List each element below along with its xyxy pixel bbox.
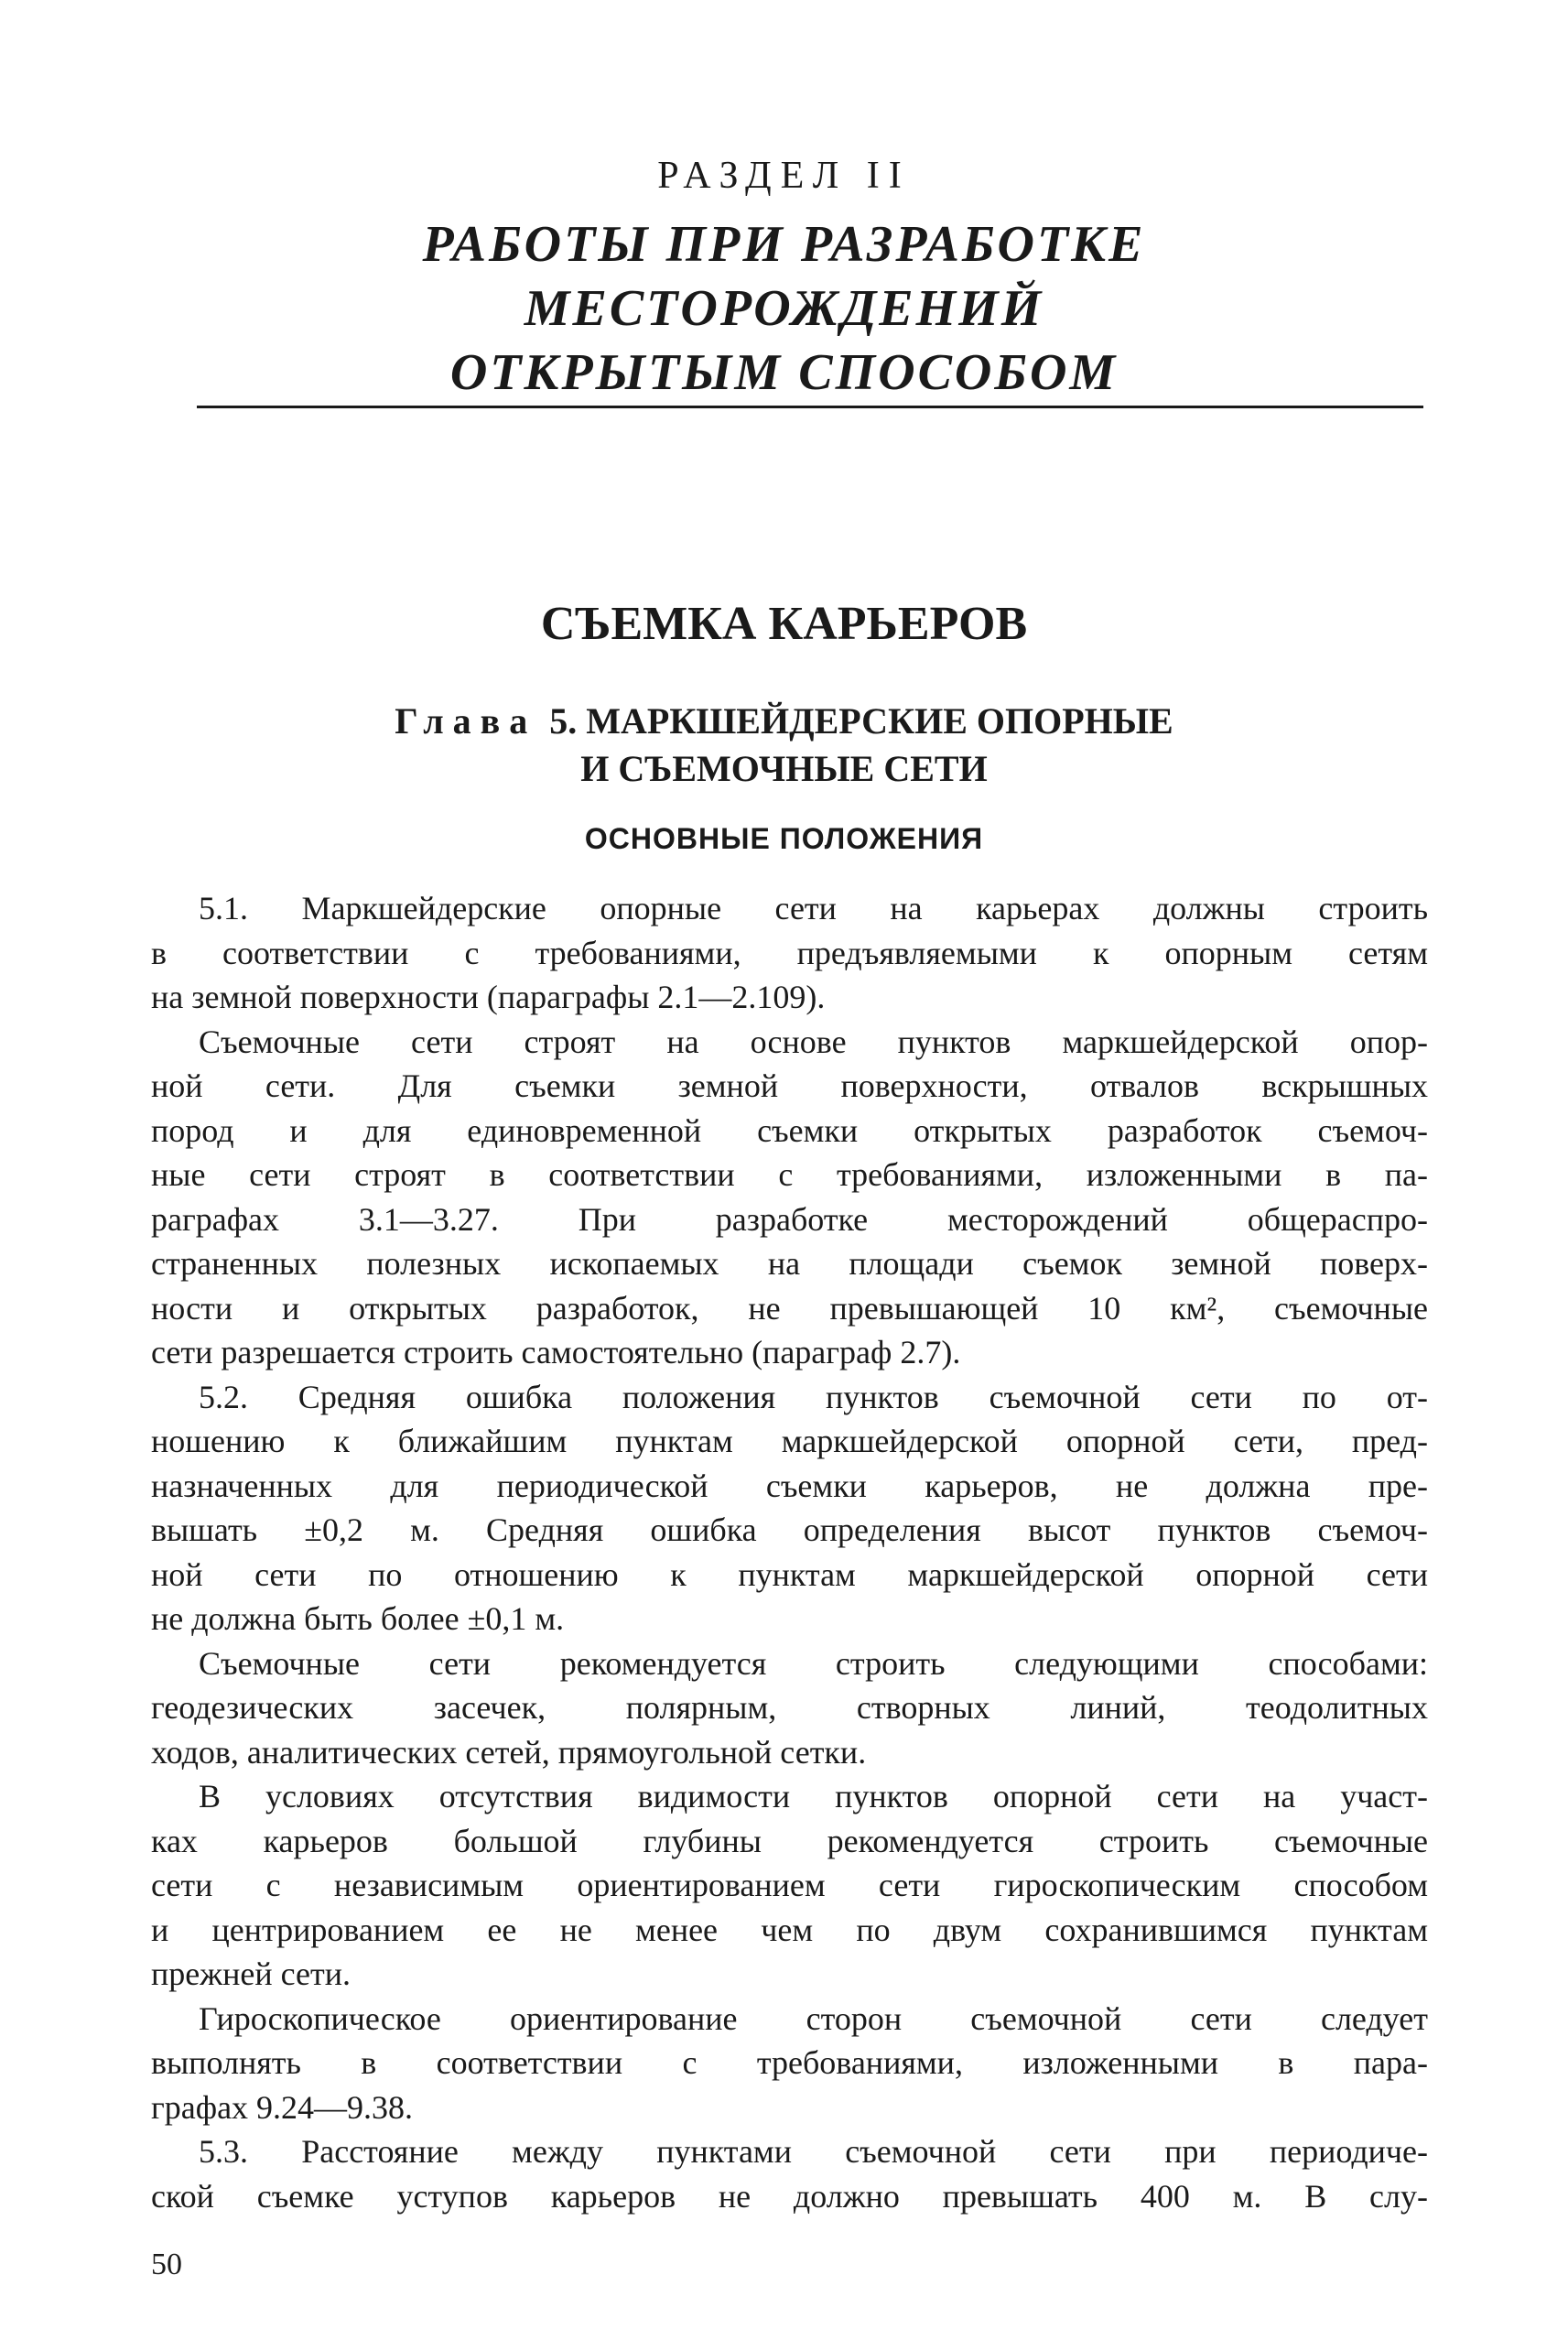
body-line: геодезических засечек, полярным, створных линий, теодолитных	[151, 1689, 1428, 1726]
body-line: ках карьеров большой глубины рекомендуется строить съемочные	[151, 1822, 1428, 1859]
body-line: сети разрешается строить самостоятельно (параграф 2.7).	[151, 1334, 961, 1370]
section-label: РАЗДЕЛ II	[657, 155, 911, 197]
body-line: Съемочные сети строят на основе пунктов маркшейдерской опор-	[199, 1023, 1428, 1060]
body-line: 5.3. Расстояние между пунктами съемочной сети при периодиче-	[199, 2133, 1428, 2170]
body-line: и центрированием ее не менее чем по двум сохранившимся пунктам	[151, 1911, 1428, 1948]
chapter-title-line-1: 5. МАРКШЕЙДЕРСКИЕ ОПОРНЫЕ	[549, 700, 1173, 742]
body-line: ной сети. Для съемки земной поверхности, отвалов вскрышных	[151, 1067, 1428, 1104]
subheading: ОСНОВНЫЕ ПОЛОЖЕНИЯ	[584, 822, 984, 855]
page-number: 50	[151, 2248, 182, 2281]
body-line: раграфах 3.1—3.27. При разработке месторождений общераспро-	[151, 1200, 1428, 1238]
chapter-heading	[0, 698, 1568, 793]
body-line: в соответствии с требованиями, предъявляемыми к опорным сетям	[151, 934, 1428, 971]
body-line: ходов, аналитических сетей, прямоугольной сетки.	[151, 1733, 867, 1771]
section-title-line-3: ОТКРЫТЫМ СПОСОБОМ	[449, 344, 1119, 401]
body-line: ные сети строят в соответствии с требованиями, изложенными в па-	[151, 1156, 1428, 1193]
body-line: ской съемке уступов карьеров не должно превышать 400 м. В слу-	[151, 2177, 1428, 2215]
section-title	[0, 212, 1568, 405]
body-line: графах 9.24—9.38.	[151, 2088, 414, 2126]
body-line: пород и для единовременной съемки открытых разработок съемоч-	[151, 1111, 1428, 1149]
body-line: вышать ±0,2 м. Средняя ошибка определения высот пунктов съемоч-	[151, 1511, 1428, 1548]
body-line: назначенных для периодической съемки карьеров, не должна пре-	[151, 1467, 1428, 1504]
horizontal-rule	[197, 406, 1423, 408]
section-title-line-2: МЕСТОРОЖДЕНИЙ	[524, 280, 1044, 337]
body-line: 5.1. Маркшейдерские опорные сети на карьерах должны строить	[199, 890, 1428, 926]
body-line: на земной поверхности (параграфы 2.1—2.109).	[151, 979, 826, 1015]
chapter-heading-line-1	[0, 698, 1568, 745]
body-line: выполнять в соответствии с требованиями, изложенными в пара-	[151, 2044, 1428, 2081]
body-line: не должна быть более ±0,1 м.	[151, 1600, 565, 1637]
body-line: ношению к ближайшим пунктам маркшейдерской опорной сети, пред-	[151, 1423, 1428, 1459]
body-line: ной сети по отношению к пунктам маркшейдерской опорной сети	[151, 1555, 1428, 1593]
body-text	[151, 886, 1428, 2218]
body-line: прежней сети.	[151, 1955, 351, 1992]
body-line: Гироскопическое ориентирование сторон съемочной сети следует	[199, 1999, 1428, 2037]
body-line: 5.2. Средняя ошибка положения пунктов съемочной сети по от-	[199, 1378, 1428, 1415]
part-title: СЪЕМКА КАРЬЕРОВ	[540, 598, 1028, 650]
body-line: ности и открытых разработок, не превышающей 10 км², съемочные	[151, 1289, 1428, 1327]
body-line: В условиях отсутствия видимости пунктов опорной сети на участ-	[199, 1778, 1428, 1814]
chapter-prefix: Глава	[395, 700, 537, 742]
body-line: страненных полезных ископаемых на площади съемок земной поверх-	[151, 1245, 1428, 1282]
chapter-title-line-2: И СЪЕМОЧНЫЕ СЕТИ	[580, 748, 988, 789]
body-line: сети с независимым ориентированием сети гироскопическим способом	[151, 1867, 1428, 1903]
section-title-line-1: РАБОТЫ ПРИ РАЗРАБОТКЕ	[422, 216, 1146, 273]
body-line: Съемочные сети рекомендуется строить следующими способами:	[199, 1644, 1428, 1682]
